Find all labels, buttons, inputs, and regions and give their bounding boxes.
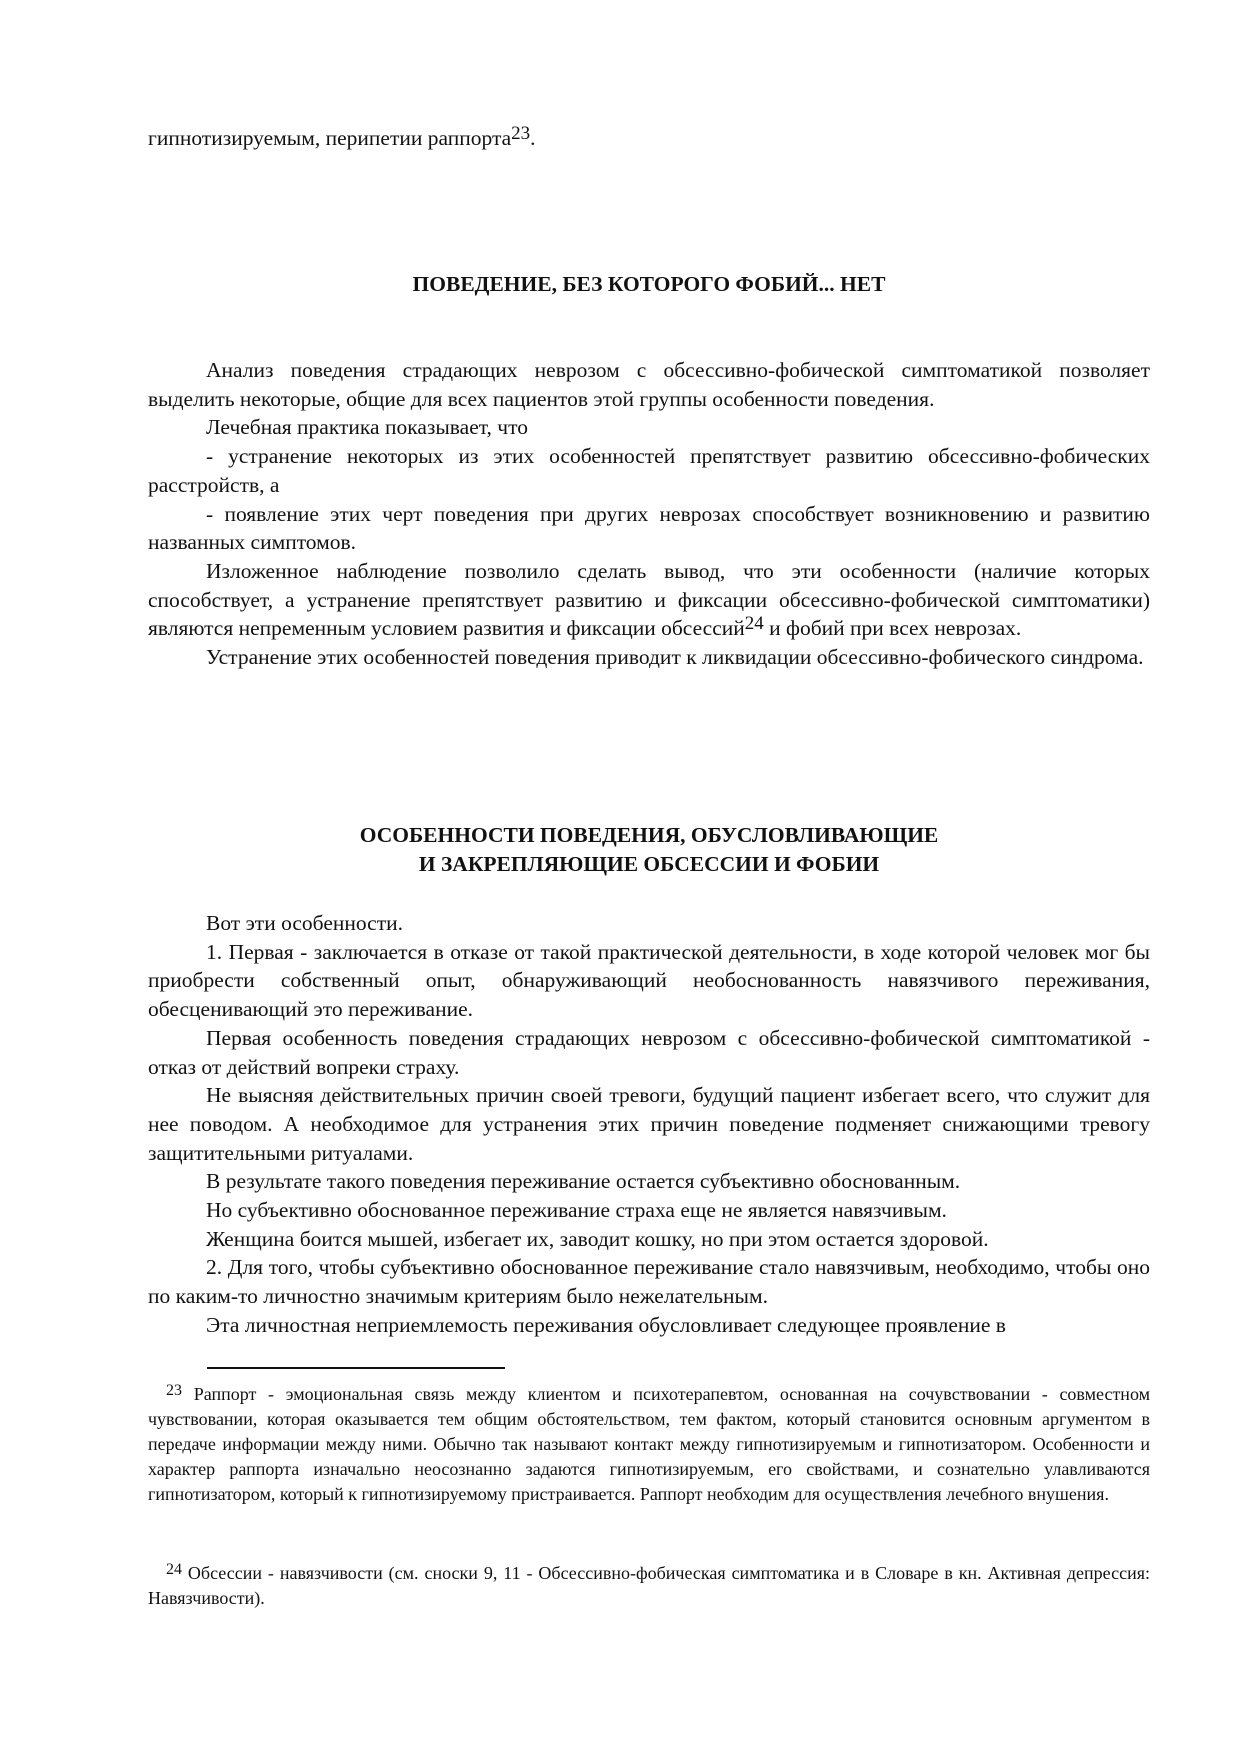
- footnote-number: 23: [166, 1382, 182, 1399]
- paragraph: - появление этих черт поведения при других неврозах способствует возникновению и развитию названных симптомов.: [148, 501, 1150, 555]
- section2-body: [148, 909, 1150, 1340]
- punctuation: .: [530, 126, 536, 150]
- section-heading-1: [148, 270, 1150, 299]
- paragraph: Не выясняя действительных причин своей тревоги, будущий пациент избегает всего, что служит для нее поводом. А необходимое для устранения этих причин поведение подменяет снижающими тревогу защитительными ритуалами.: [148, 1083, 1150, 1165]
- footnote-23: [148, 1382, 1150, 1507]
- footnote-number: 24: [166, 1561, 182, 1578]
- paragraph: Первая особенность поведения страдающих неврозом с обсессивно-фобической симптоматикой - отказ от действий вопреки страху.: [148, 1025, 1150, 1079]
- paragraph: [148, 557, 1150, 643]
- paragraph: 2. Для того, чтобы субъективно обоснованное переживание стало навязчивым, необходимо, чтобы оно по каким-то личностно значимым критериям было нежелательным.: [148, 1255, 1150, 1309]
- paragraph: - устранение некоторых из этих особенностей препятствует развитию обсессивно-фобических расстройств, а: [148, 444, 1150, 497]
- paragraph: Но субъективно обоснованное переживание страха еще не является навязчивым.: [206, 1198, 947, 1223]
- paragraph: Женщина боится мышей, избегает их, заводит кошку, но при этом остается здоровой.: [206, 1226, 989, 1251]
- section1-body: [148, 356, 1150, 672]
- paragraph: Лечебная практика показывает, что: [206, 415, 528, 440]
- footnote-ref-23[interactable]: 23: [511, 123, 531, 144]
- heading-line: И ЗАКРЕПЛЯЮЩИЕ ОБСЕССИИ И ФОБИИ: [418, 852, 880, 876]
- continuation-text: [148, 124, 1150, 153]
- heading-line: ОСОБЕННОСТИ ПОВЕДЕНИЯ, ОБУСЛОВЛИВАЮЩИЕ: [359, 823, 939, 847]
- footnote-text: Обсессии - навязчивости (см. сноски 9, 11 - Обсессивно-фобическая симптоматика и в Словаре в кн. Активная депрессия: Навязчивости).: [148, 1563, 1150, 1608]
- footnote-24: [148, 1561, 1150, 1611]
- paragraph: Устранение этих особенностей поведения приводит к ликвидации обсессивно-фобического синдрома.: [206, 645, 1144, 670]
- paragraph: Вот эти особенности.: [206, 911, 403, 935]
- paragraph: Эта личностная неприемлемость переживания обусловливает следующее проявление в: [206, 1312, 1006, 1337]
- continuation-line: гипнотизируемым, перипетии раппорта: [148, 126, 512, 150]
- paragraph-text: и фобий при всех неврозах.: [763, 616, 1022, 641]
- paragraph: В результате такого поведения переживание остается субъективно обоснованным.: [206, 1169, 961, 1194]
- paragraph: Анализ поведения страдающих неврозом с обсессивно-фобической симптоматикой позволяет выделить некоторые, общие для всех пациентов этой группы особенности поведения.: [148, 358, 1150, 411]
- footnote-text: Раппорт - эмоциональная связь между клиентом и психотерапевтом, основанная на сочувствовании - совместном чувствовании, которая оказывается тем общим обстоятельством, тем фактом, который становится основным аргументом в передаче информации между ними. Обычно так называют контакт между гипнотизируемым и гипнотизатором. Особенности и характер раппорта изначально неосознанно задаются гипнотизируемым, его свойствами, и сознательно улавливаются гипнотизатором, который к гипнотизируемому пристраивается. Раппорт необходим для осуществления лечебного внушения.: [148, 1384, 1150, 1504]
- paragraph: 1. Первая - заключается в отказе от такой практической деятельности, в ходе которой человек мог бы приобрести собственный опыт, обнаруживающий необоснованность навязчивого переживания, обесценивающий это переживание.: [148, 939, 1150, 1022]
- paragraph-text: Изложенное наблюдение позволило сделать вывод, что эти особенности (наличие которых способствует, а устранение препятствует развитию и фиксации обсессивно-фобической симптоматики) являются непременным условием развития и фиксации обсессий: [148, 558, 1150, 641]
- section-heading-2: [148, 821, 1150, 879]
- footnote-separator: [207, 1367, 505, 1369]
- heading-text: ПОВЕДЕНИЕ, БЕЗ КОТОРОГО ФОБИЙ... НЕТ: [412, 272, 886, 296]
- footnote-ref-24[interactable]: 24: [744, 613, 764, 635]
